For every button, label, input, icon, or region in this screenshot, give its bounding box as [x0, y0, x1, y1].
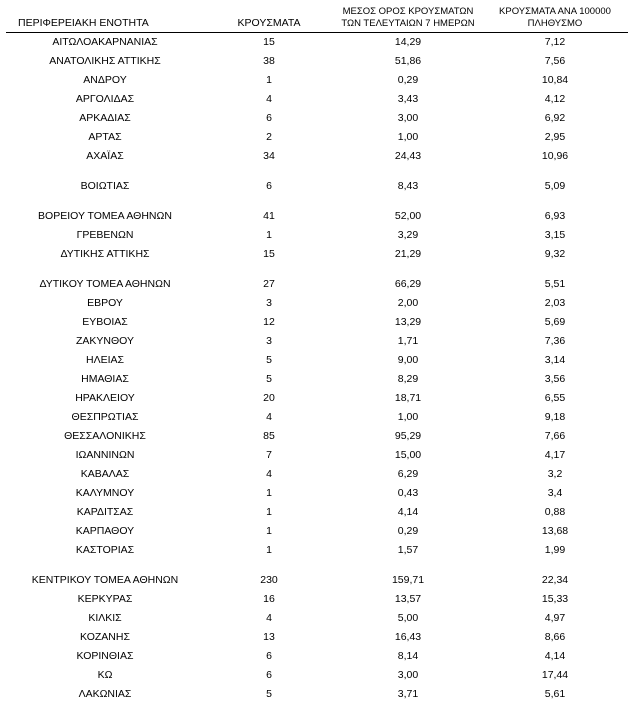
cell-region: ΚΑΛΥΜΝΟΥ	[75, 487, 135, 499]
cell-cases: 4	[266, 93, 272, 105]
spacer-cell	[482, 560, 628, 571]
cell-per-100000: 6,92	[544, 112, 566, 124]
cell-weekly-average: 15,00	[394, 449, 422, 461]
cell-per-100000: 3,56	[544, 373, 566, 385]
cell-per-100000: 7,56	[544, 55, 566, 67]
table-row-spacer	[6, 196, 628, 207]
spacer-cell	[204, 560, 334, 571]
column-header-weekly-average-line1: ΜΕΣΟΣ ΟΡΟΣ ΚΡΟΥΣΜΑΤΩΝ	[342, 6, 474, 17]
cell-cases: 41	[263, 210, 275, 222]
table-body	[6, 32, 628, 704]
cell-per-100000: 17,44	[541, 669, 569, 681]
table-header	[6, 6, 628, 32]
cell-weekly-average: 2,00	[397, 297, 419, 309]
cell-weekly-average: 66,29	[394, 278, 422, 290]
cell-per-100000: 4,97	[544, 612, 566, 624]
cell-weekly-average: 0,29	[397, 525, 419, 537]
cell-region: ΗΛΕΙΑΣ	[85, 354, 124, 366]
cell-cases: 38	[263, 55, 275, 67]
table-row	[6, 52, 628, 71]
cell-per-100000: 3,15	[544, 229, 566, 241]
cell-per-100000: 5,69	[544, 316, 566, 328]
cell-per-100000: 3,2	[547, 468, 563, 480]
table-row	[6, 332, 628, 351]
cell-per-100000: 5,51	[544, 278, 566, 290]
cell-per-100000: 22,34	[541, 574, 569, 586]
column-header-cases: ΚΡΟΥΣΜΑΤΑ	[204, 6, 334, 32]
cell-region: ΚΑΒΑΛΑΣ	[80, 468, 130, 480]
spacer-cell	[334, 560, 482, 571]
spacer-cell	[482, 264, 628, 275]
column-header-per-100000-line2: ΠΛΗΘΥΣΜΟ	[527, 17, 583, 29]
table-row-spacer	[6, 264, 628, 275]
spacer-cell	[334, 166, 482, 177]
table-header-row	[6, 6, 628, 32]
spacer-cell	[6, 560, 204, 571]
spacer-cell	[6, 166, 204, 177]
cell-weekly-average: 13,29	[394, 316, 422, 328]
cell-weekly-average: 51,86	[394, 55, 422, 67]
table-row	[6, 351, 628, 370]
cell-cases: 6	[266, 180, 272, 192]
cell-per-100000: 0,88	[544, 506, 566, 518]
cell-region: ΘΕΣΣΑΛΟΝΙΚΗΣ	[64, 430, 146, 442]
table-row	[6, 275, 628, 294]
column-header-per-100000-line1: ΚΡΟΥΣΜΑΤΑ ΑΝΑ 100000	[499, 6, 611, 17]
cell-weekly-average: 4,14	[397, 506, 419, 518]
spacer-cell	[6, 196, 204, 207]
table-row	[6, 503, 628, 522]
cell-weekly-average: 52,00	[394, 210, 422, 222]
cell-cases: 85	[263, 430, 275, 442]
cell-per-100000: 5,61	[544, 688, 566, 700]
cell-cases: 16	[263, 593, 275, 605]
column-header-weekly-average	[334, 6, 482, 32]
cell-region: ΔΥΤΙΚΗΣ ΑΤΤΙΚΗΣ	[60, 248, 150, 260]
cell-weekly-average: 3,43	[397, 93, 419, 105]
cell-cases: 3	[266, 335, 272, 347]
table-row	[6, 294, 628, 313]
cell-cases: 6	[266, 112, 272, 124]
table-row	[6, 541, 628, 560]
table-row	[6, 389, 628, 408]
table-row	[6, 71, 628, 90]
cell-weekly-average: 3,00	[397, 112, 419, 124]
cell-weekly-average: 9,00	[397, 354, 419, 366]
cell-region: ΚΑΣΤΟΡΙΑΣ	[75, 544, 135, 556]
cell-cases: 1	[266, 74, 272, 86]
cell-cases: 5	[266, 354, 272, 366]
cell-region: ΙΩΑΝΝΙΝΩΝ	[75, 449, 135, 461]
cell-weekly-average: 159,71	[391, 574, 425, 586]
cell-per-100000: 7,36	[544, 335, 566, 347]
cell-region: ΚΑΡΠΑΘΟΥ	[75, 525, 135, 537]
cell-cases: 5	[266, 373, 272, 385]
cell-region: ΒΟΙΩΤΙΑΣ	[80, 180, 130, 192]
cell-cases: 27	[263, 278, 275, 290]
cell-per-100000: 6,93	[544, 210, 566, 222]
table-row	[6, 408, 628, 427]
cell-region: ΚΟΡΙΝΘΙΑΣ	[76, 650, 134, 662]
cell-region: ΓΡΕΒΕΝΩΝ	[76, 229, 134, 241]
spacer-cell	[204, 264, 334, 275]
cell-region: ΑΧΑΪΑΣ	[86, 150, 124, 162]
spacer-cell	[204, 196, 334, 207]
cell-per-100000: 5,09	[544, 180, 566, 192]
table-row	[6, 571, 628, 590]
spacer-cell	[204, 166, 334, 177]
cell-cases: 15	[263, 248, 275, 260]
cell-cases: 4	[266, 411, 272, 423]
cell-region: ΕΒΡΟΥ	[87, 297, 123, 309]
cell-region: ΑΡΚΑΔΙΑΣ	[79, 112, 131, 124]
cell-cases: 1	[266, 506, 272, 518]
cell-weekly-average: 1,57	[397, 544, 419, 556]
cell-region: ΑΙΤΩΛΟΑΚΑΡΝΑΝΙΑΣ	[52, 36, 158, 48]
cell-cases: 13	[263, 631, 275, 643]
table-row	[6, 32, 628, 52]
table-row	[6, 207, 628, 226]
cell-cases: 4	[266, 612, 272, 624]
cell-region: ΚΑΡΔΙΤΣΑΣ	[76, 506, 134, 518]
cell-weekly-average: 24,43	[394, 150, 422, 162]
cell-per-100000: 8,66	[544, 631, 566, 643]
cell-region: ΖΑΚΥΝΘΟΥ	[75, 335, 134, 347]
column-header-per-100000	[482, 6, 628, 32]
table-row	[6, 147, 628, 166]
table-row-spacer	[6, 166, 628, 177]
cell-weekly-average: 0,29	[397, 74, 419, 86]
cell-per-100000: 6,55	[544, 392, 566, 404]
cell-cases: 3	[266, 297, 272, 309]
cell-region: ΛΑΚΩΝΙΑΣ	[78, 688, 132, 700]
cell-per-100000: 9,18	[544, 411, 566, 423]
table-row	[6, 245, 628, 264]
cell-region: ΔΥΤΙΚΟΥ ΤΟΜΕΑ ΑΘΗΝΩΝ	[39, 278, 171, 290]
cell-weekly-average: 5,00	[397, 612, 419, 624]
regional-cases-table	[6, 6, 628, 704]
column-header-region: ΠΕΡΙΦΕΡΕΙΑΚΗ ΕΝΟΤΗΤΑ	[6, 6, 204, 32]
cell-region: ΑΝΑΤΟΛΙΚΗΣ ΑΤΤΙΚΗΣ	[49, 55, 161, 67]
cell-per-100000: 4,14	[544, 650, 566, 662]
cell-cases: 15	[263, 36, 275, 48]
cell-weekly-average: 1,71	[397, 335, 419, 347]
cell-weekly-average: 3,71	[397, 688, 419, 700]
table-row	[6, 590, 628, 609]
cell-per-100000: 7,66	[544, 430, 566, 442]
table-row	[6, 685, 628, 704]
table-row	[6, 465, 628, 484]
table-row	[6, 484, 628, 503]
cell-region: ΘΕΣΠΡΩΤΙΑΣ	[71, 411, 139, 423]
table-row	[6, 226, 628, 245]
cell-region: ΚΩ	[97, 669, 113, 681]
table-row	[6, 666, 628, 685]
cell-region: ΕΥΒΟΙΑΣ	[82, 316, 128, 328]
spacer-cell	[6, 264, 204, 275]
cell-cases: 6	[266, 669, 272, 681]
table-row	[6, 128, 628, 147]
cell-cases: 2	[266, 131, 272, 143]
cell-cases: 1	[266, 544, 272, 556]
cell-per-100000: 9,32	[544, 248, 566, 260]
cell-weekly-average: 16,43	[394, 631, 422, 643]
table-row	[6, 109, 628, 128]
cell-weekly-average: 8,43	[397, 180, 419, 192]
cell-per-100000: 10,96	[541, 150, 569, 162]
cell-per-100000: 2,03	[544, 297, 566, 309]
cell-per-100000: 15,33	[541, 593, 569, 605]
table-row	[6, 370, 628, 389]
cell-weekly-average: 8,29	[397, 373, 419, 385]
spacer-cell	[482, 166, 628, 177]
cell-weekly-average: 21,29	[394, 248, 422, 260]
table-row	[6, 609, 628, 628]
cell-per-100000: 7,12	[544, 36, 566, 48]
cell-region: ΚΕΡΚΥΡΑΣ	[77, 593, 133, 605]
cell-cases: 20	[263, 392, 275, 404]
cell-per-100000: 3,4	[547, 487, 563, 499]
table-row	[6, 647, 628, 666]
table-row	[6, 90, 628, 109]
spacer-cell	[482, 196, 628, 207]
cell-cases: 1	[266, 487, 272, 499]
cell-cases: 12	[263, 316, 275, 328]
cell-weekly-average: 0,43	[397, 487, 419, 499]
cell-weekly-average: 8,14	[397, 650, 419, 662]
cell-region: ΗΜΑΘΙΑΣ	[81, 373, 129, 385]
spacer-cell	[334, 196, 482, 207]
cell-region: ΚΕΝΤΡΙΚΟΥ ΤΟΜΕΑ ΑΘΗΝΩΝ	[31, 574, 179, 586]
cell-per-100000: 13,68	[541, 525, 569, 537]
spacer-cell	[334, 264, 482, 275]
cell-weekly-average: 1,00	[397, 411, 419, 423]
cell-cases: 4	[266, 468, 272, 480]
cell-weekly-average: 3,00	[397, 669, 419, 681]
cell-cases: 5	[266, 688, 272, 700]
cell-region: ΚΟΖΑΝΗΣ	[80, 631, 130, 643]
cell-per-100000: 4,12	[544, 93, 566, 105]
cell-region: ΗΡΑΚΛΕΙΟΥ	[75, 392, 135, 404]
table-row	[6, 446, 628, 465]
column-header-weekly-average-line2: ΤΩΝ ΤΕΛΕΥΤΑΙΩΝ 7 ΗΜΕΡΩΝ	[341, 17, 475, 29]
cell-weekly-average: 13,57	[394, 593, 422, 605]
cell-cases: 6	[266, 650, 272, 662]
cell-per-100000: 3,14	[544, 354, 566, 366]
cell-weekly-average: 6,29	[397, 468, 419, 480]
cell-cases: 7	[266, 449, 272, 461]
cell-region: ΑΡΓΟΛΙΔΑΣ	[75, 93, 135, 105]
table-row	[6, 313, 628, 332]
cell-region: ΑΝΔΡΟΥ	[83, 74, 127, 86]
cell-region: ΒΟΡΕΙΟΥ ΤΟΜΕΑ ΑΘΗΝΩΝ	[38, 210, 172, 222]
cell-per-100000: 10,84	[541, 74, 569, 86]
table-row	[6, 522, 628, 541]
cell-cases: 1	[266, 525, 272, 537]
cell-per-100000: 4,17	[544, 449, 566, 461]
cell-region: ΚΙΛΚΙΣ	[88, 612, 122, 624]
cell-cases: 230	[260, 574, 278, 586]
cell-weekly-average: 3,29	[397, 229, 419, 241]
cell-per-100000: 1,99	[544, 544, 566, 556]
table-row	[6, 628, 628, 647]
table-row	[6, 427, 628, 446]
table-row-spacer	[6, 560, 628, 571]
cell-cases: 1	[266, 229, 272, 241]
cell-weekly-average: 95,29	[394, 430, 422, 442]
cell-weekly-average: 14,29	[394, 36, 422, 48]
cell-weekly-average: 1,00	[397, 131, 419, 143]
table-row	[6, 177, 628, 196]
cell-region: ΑΡΤΑΣ	[88, 131, 122, 143]
cell-per-100000: 2,95	[544, 131, 566, 143]
cell-weekly-average: 18,71	[394, 392, 422, 404]
cell-cases: 34	[263, 150, 275, 162]
